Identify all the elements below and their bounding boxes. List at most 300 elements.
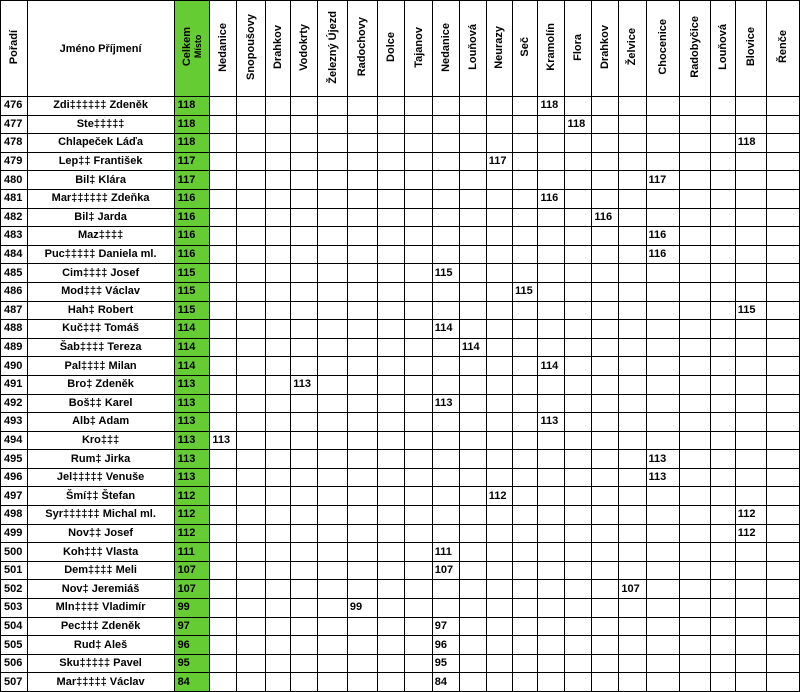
total-cell: 112 [174,506,210,525]
place-cell [318,227,348,246]
place-cell [646,543,679,562]
place-cell [237,134,266,153]
total-cell: 112 [174,524,210,543]
name-cell: Lep‡‡ František [27,152,174,171]
place-cell [347,115,377,134]
place-cell [538,338,565,357]
place-cell [679,264,710,283]
place-cell [592,171,619,190]
place-cell [210,171,237,190]
place-cell [237,171,266,190]
place-cell [538,617,565,636]
place-cell [347,561,377,580]
place-cell [679,189,710,208]
place-cell [710,468,735,487]
place-cell [237,282,266,301]
place-cell [486,189,512,208]
place-cell [347,580,377,599]
place-cell [646,673,679,692]
place-cell [538,468,565,487]
place-cell [513,357,538,376]
place-cell [486,134,512,153]
place-cell [710,413,735,432]
place-cell [459,152,486,171]
place-cell [710,189,735,208]
header-place: Drahkov [592,1,619,97]
place-cell [565,543,592,562]
place-cell [735,171,767,190]
place-cell [513,171,538,190]
rank-cell: 490 [1,357,28,376]
place-cell [679,413,710,432]
place-cell [486,561,512,580]
place-cell [378,673,405,692]
total-cell: 107 [174,561,210,580]
place-cell [538,673,565,692]
total-cell: 116 [174,227,210,246]
place-cell [291,301,318,320]
name-cell: Cim‡‡‡‡ Josef [27,264,174,283]
place-cell [538,264,565,283]
place-cell: 107 [432,561,459,580]
place-cell [318,561,348,580]
place-cell [767,208,800,227]
place-cell: 114 [432,320,459,339]
place-cell [513,152,538,171]
name-cell: Jel‡‡‡‡‡ Venuše [27,468,174,487]
place-cell [486,115,512,134]
place-cell [405,375,432,394]
place-cell [767,561,800,580]
place-cell [646,617,679,636]
place-cell [237,152,266,171]
name-cell: Koh‡‡‡ Vlasta [27,543,174,562]
place-cell [266,394,291,413]
place-cell [679,394,710,413]
place-cell [237,580,266,599]
place-cell: 117 [486,152,512,171]
place-cell [486,599,512,618]
place-cell [619,357,646,376]
place-cell [459,413,486,432]
total-cell: 112 [174,487,210,506]
place-cell [237,227,266,246]
place-cell [237,115,266,134]
place-cell [513,450,538,469]
place-cell [237,636,266,655]
header-place: Dolce [378,1,405,97]
place-cell [592,320,619,339]
place-cell [210,468,237,487]
place-cell [679,487,710,506]
place-cell [405,673,432,692]
place-cell [513,673,538,692]
place-cell [432,97,459,116]
place-cell [237,543,266,562]
place-cell [767,97,800,116]
place-cell [679,171,710,190]
place-cell [347,282,377,301]
table-row [1,450,800,469]
place-cell [210,208,237,227]
place-cell [266,338,291,357]
place-cell [318,115,348,134]
place-cell [210,375,237,394]
place-cell [592,282,619,301]
table-row [1,580,800,599]
total-cell: 115 [174,282,210,301]
place-cell [378,580,405,599]
rank-cell: 501 [1,561,28,580]
rank-cell: 478 [1,134,28,153]
place-cell [210,450,237,469]
place-cell [619,636,646,655]
place-cell [266,134,291,153]
place-cell [565,561,592,580]
place-cell [347,524,377,543]
place-cell [538,561,565,580]
header-place: Želvice [619,1,646,97]
place-cell [710,636,735,655]
total-cell: 113 [174,394,210,413]
place-cell [619,171,646,190]
place-cell [486,673,512,692]
place-cell [486,654,512,673]
place-cell [318,171,348,190]
place-cell [318,134,348,153]
place-cell [592,450,619,469]
place-cell [405,115,432,134]
place-cell [318,636,348,655]
place-cell [432,227,459,246]
table-row [1,617,800,636]
name-cell: Kro‡‡‡ [27,431,174,450]
place-cell [486,468,512,487]
place-cell [347,264,377,283]
place-cell [513,636,538,655]
place-cell: 116 [646,245,679,264]
place-cell [592,580,619,599]
rank-cell: 505 [1,636,28,655]
place-cell [619,673,646,692]
place-cell [710,320,735,339]
place-cell [767,450,800,469]
place-cell [679,375,710,394]
place-cell [513,245,538,264]
place-cell [266,152,291,171]
table-row [1,134,800,153]
place-cell [513,320,538,339]
place-cell [513,580,538,599]
place-cell [266,357,291,376]
place-cell [347,413,377,432]
place-cell [646,375,679,394]
place-cell [459,543,486,562]
place-cell [486,450,512,469]
table-row [1,636,800,655]
place-cell [237,524,266,543]
place-cell [378,506,405,525]
place-cell [679,320,710,339]
place-cell [513,413,538,432]
place-cell [565,673,592,692]
table-row [1,543,800,562]
place-cell [378,543,405,562]
place-cell: 113 [210,431,237,450]
header-place: Louňová [459,1,486,97]
place-cell: 112 [735,524,767,543]
place-cell: 84 [432,673,459,692]
place-cell [405,487,432,506]
place-cell [266,561,291,580]
place-cell [378,115,405,134]
place-cell [592,245,619,264]
place-cell [432,245,459,264]
place-cell [538,636,565,655]
place-cell [538,282,565,301]
place-cell: 115 [432,264,459,283]
place-cell [318,301,348,320]
place-cell [538,134,565,153]
total-cell: 114 [174,357,210,376]
place-cell [266,227,291,246]
rank-cell: 503 [1,599,28,618]
place-cell [592,152,619,171]
place-cell [592,338,619,357]
place-cell [318,673,348,692]
place-cell [679,152,710,171]
place-cell [619,506,646,525]
place-cell [405,301,432,320]
place-cell [210,599,237,618]
place-cell [378,97,405,116]
place-cell [486,97,512,116]
place-cell [432,171,459,190]
place-cell [291,599,318,618]
place-cell [486,245,512,264]
place-cell [679,524,710,543]
place-cell [237,301,266,320]
place-cell [210,543,237,562]
table-row [1,152,800,171]
place-cell [767,227,800,246]
place-cell [210,617,237,636]
place-cell: 118 [538,97,565,116]
place-cell [318,338,348,357]
place-cell [459,487,486,506]
place-cell [486,320,512,339]
place-cell [432,599,459,618]
place-cell [513,227,538,246]
table-row [1,357,800,376]
place-cell [735,636,767,655]
place-cell [486,617,512,636]
place-cell [735,654,767,673]
rank-cell: 506 [1,654,28,673]
place-cell [291,450,318,469]
place-cell [266,282,291,301]
place-cell [266,673,291,692]
header-total-label: Celkem [180,27,193,67]
total-cell: 116 [174,189,210,208]
place-cell [405,413,432,432]
place-cell [210,320,237,339]
name-cell: Bro‡ Zdeněk [27,375,174,394]
place-cell [710,134,735,153]
place-cell [679,468,710,487]
name-cell: Alb‡ Adam [27,413,174,432]
place-cell [237,413,266,432]
place-cell [291,468,318,487]
place-cell [619,97,646,116]
place-cell [210,301,237,320]
place-cell [266,189,291,208]
name-cell: Mar‡‡‡‡‡‡ Zdeňka [27,189,174,208]
place-cell [405,506,432,525]
place-cell [592,524,619,543]
rank-cell: 499 [1,524,28,543]
place-cell [646,599,679,618]
place-cell [619,413,646,432]
name-cell: Bil‡ Klára [27,171,174,190]
place-cell: 118 [565,115,592,134]
place-cell [459,506,486,525]
place-cell [619,654,646,673]
place-cell [432,208,459,227]
rank-cell: 482 [1,208,28,227]
place-cell: 114 [459,338,486,357]
place-cell [679,636,710,655]
place-cell [646,301,679,320]
place-cell [432,189,459,208]
place-cell [347,320,377,339]
place-cell [710,338,735,357]
table-row [1,654,800,673]
place-cell [710,171,735,190]
place-cell [513,189,538,208]
place-cell [710,227,735,246]
place-cell [237,320,266,339]
place-cell [538,599,565,618]
place-cell [735,282,767,301]
place-cell [565,413,592,432]
place-cell [679,673,710,692]
place-cell [237,189,266,208]
place-cell [405,97,432,116]
place-cell [378,282,405,301]
place-cell [291,561,318,580]
place-cell [459,227,486,246]
place-cell [347,636,377,655]
place-cell [513,394,538,413]
place-cell [459,134,486,153]
rank-cell: 483 [1,227,28,246]
name-cell: Mod‡‡‡ Václav [27,282,174,301]
place-cell [538,320,565,339]
place-cell: 99 [347,599,377,618]
header-place: Řenče [767,1,800,97]
place-cell [291,487,318,506]
name-cell: Chlapeček Láďa [27,134,174,153]
place-cell [565,320,592,339]
place-cell [347,487,377,506]
place-cell [710,524,735,543]
place-cell [767,171,800,190]
place-cell [619,134,646,153]
place-cell [565,134,592,153]
place-cell [291,208,318,227]
name-cell: Zdi‡‡‡‡‡‡ Zdeněk [27,97,174,116]
place-cell [378,375,405,394]
place-cell [486,413,512,432]
place-cell [538,394,565,413]
place-cell [646,636,679,655]
place-cell [619,189,646,208]
place-cell [210,152,237,171]
place-cell [291,171,318,190]
place-cell [710,580,735,599]
place-cell [405,654,432,673]
place-cell [291,636,318,655]
place-cell [347,97,377,116]
place-cell [767,338,800,357]
place-cell [347,506,377,525]
place-cell [237,375,266,394]
place-cell [432,152,459,171]
rank-cell: 477 [1,115,28,134]
place-cell [459,320,486,339]
place-cell [459,208,486,227]
place-cell [767,264,800,283]
place-cell [592,394,619,413]
place-cell [266,245,291,264]
place-cell [710,487,735,506]
table-row [1,97,800,116]
place-cell [646,264,679,283]
place-cell [266,431,291,450]
place-cell [486,171,512,190]
place-cell [266,450,291,469]
place-cell [735,617,767,636]
header-place: Drahkov [266,1,291,97]
place-cell [538,245,565,264]
place-cell [347,227,377,246]
place-cell [538,431,565,450]
place-cell [378,413,405,432]
place-cell [459,282,486,301]
header-total-sub: Místo [192,35,203,59]
table-row [1,524,800,543]
place-cell [679,134,710,153]
place-cell [432,450,459,469]
place-cell [347,375,377,394]
place-cell [710,673,735,692]
name-cell: Pec‡‡‡ Zdeněk [27,617,174,636]
place-cell [735,431,767,450]
place-cell [679,115,710,134]
header-place: Radobyčice [679,1,710,97]
place-cell [646,134,679,153]
place-cell [432,431,459,450]
rank-cell: 498 [1,506,28,525]
place-cell [565,580,592,599]
place-cell [767,282,800,301]
place-cell [266,654,291,673]
place-cell [378,152,405,171]
place-cell [538,208,565,227]
place-cell [347,468,377,487]
place-cell [318,487,348,506]
